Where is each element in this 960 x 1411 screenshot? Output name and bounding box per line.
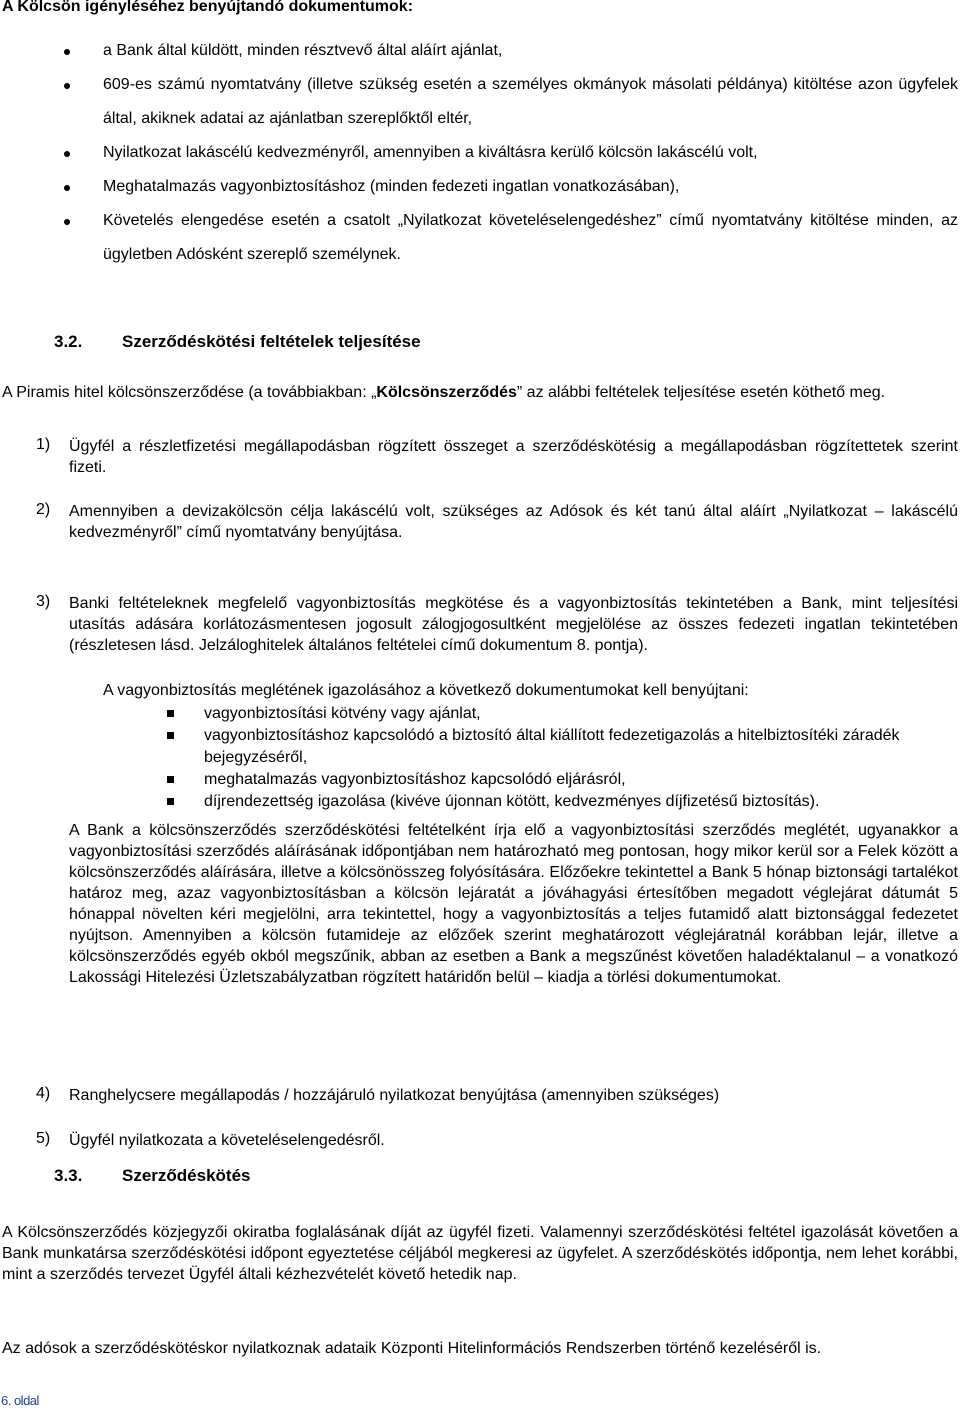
section-title: Szerződéskötési feltételek teljesítése bbox=[122, 332, 421, 351]
bullet-icon bbox=[64, 83, 70, 89]
list-item: Nyilatkozat lakáscélú kedvezményről, amennyiben a kiváltásra kerülő kölcsön lakáscélú volt, bbox=[64, 136, 958, 170]
required-documents-list bbox=[64, 34, 958, 272]
square-bullet-icon bbox=[167, 776, 174, 783]
section-number: 3.2. bbox=[54, 332, 83, 351]
contract-paragraph: A Kölcsönszerződés közjegyzői okiratba foglalásának díját az ügyfél fizeti. Valamennyi szerződéskötési feltétel igazolását követően a Bank munkatársa szerződéskötési időpont egyeztetése céljából megkeresi az ügyfelet. A szerződéskötés időpontja, nem lehet korábbi, mint a szerződés tervezet Ügyfél általi kézhezvételét követő hetedik nap. bbox=[2, 1224, 958, 1283]
insurance-docs-intro: A vagyonbiztosítás meglétének igazolásához a következő dokumentumokat kell benyújtani: bbox=[103, 682, 749, 699]
list-item: meghatalmazás vagyonbiztosításhoz kapcsolódó eljárásról, bbox=[167, 769, 960, 791]
bullet-icon bbox=[64, 49, 70, 55]
insurance-docs-list bbox=[167, 703, 960, 813]
list-item: 609-es számú nyomtatvány (illetve szükség esetén a személyes okmányok másolati példánya) kitöltése azon ügyfelek által, akiknek adatai az ajánlatban szereplőktől eltér, bbox=[64, 68, 958, 136]
bullet-icon bbox=[64, 219, 70, 225]
section-number: 3.3. bbox=[54, 1166, 83, 1185]
list-item: Követelés elengedése esetén a csatolt „Nyilatkozat követeléselengedéshez” című nyomtatvány kitöltése minden, az ügyletben Adósként szereplő személynek. bbox=[64, 204, 958, 272]
bullet-icon bbox=[64, 151, 70, 157]
page-number: 6. oldal bbox=[1, 1393, 39, 1408]
insurance-paragraph: A Bank a kölcsönszerződés szerződéskötési feltételként írja elő a vagyonbiztosítási szerződés meglétét, ugyanakkor a vagyonbiztosítási szerződés aláírásának időpontjában nem határozható meg pontosan, hogy mikor kerül sor a Felek között a kölcsönszerződés aláírására, illetve a kölcsönösszeg folyósítására. Előzőekre tekintettel a Bank 5 hónap biztonsági tartalékot határoz meg, azaz vagyonbiztosításban a kölcsön lejáratát a jóváhagyási értesítőben megadott véglejárat dátumát 5 hónappal növelten kéri megjelölni, arra tekintettel, hogy a vagyonbiztosítás a teljes futamidő alatt biztonsággal fedezetet nyújtson. Amennyiben a kölcsön futamideje az előzőek szerint meghatározott véglejáratnál korábban lejár, illetve a kölcsönszerződés egyéb okból megszűnik, abban az esetben a Bank a megszűnést követően haladéktalanul – a vonatkozó Lakossági Hitelezési Üzletszabályzatban rögzített határidőn belül – kiadja a törlési dokumentumokat. bbox=[69, 822, 958, 986]
credit-registry-paragraph: Az adósok a szerződéskötéskor nyilatkoznak adataik Központi Hitelinformációs Rendszerben történő kezeléséről is. bbox=[2, 1340, 822, 1357]
section-intro: A Piramis hitel kölcsönszerződése (a továbbiakban: „Kölcsönszerződés” az alábbi feltételek teljesítése esetén köthető meg. bbox=[2, 384, 886, 401]
document-page: A Kölcsön igényléséhez benyújtandó dokumentumok: a Bank által küldött, minden résztvevő által aláírt ajánlat, 609-es számú nyomtatvány (illetve szükség esetén a személyes okmányok másolati példánya) kitöltése azon ügyfelek által, akiknek adatai az ajánlatban szereplőktől eltér, Nyilatkozat lakáscélú kedvezményről, amennyiben a kiváltásra kerülő kölcsön lakáscélú volt, Meghatalmazás vagyonbiztosításhoz (minden fedezeti ingatlan vonatkozásában), Követelés elengedése esetén a csatolt „Nyilatkozat követeléselengedéshez” című nyomtatvány kitöltése minden, az ügyletben Adósként szereplő személynek. 3.2. Szerződéskötési feltételek teljesítése A Piramis hitel kölcsönszerződése (a továbbiakban: „Kölcsönszerződés” az alábbi feltételek teljesítése esetén köthető meg. 1) Ügyfél a részletfizetési megállapodásban rögzített összeget a szerződéskötésig a megállapodásban rögzítettetek szerint fizeti. 2) Amennyiben a devizakölcsön célja lakáscélú volt, szükséges az Adósok és két tanú által aláírt „Nyilatkozat – lakáscélú kedvezményről” című nyomtatvány benyújtása. 3) Banki feltételeknek megfelelő vagyonbiztosítás megkötése és a vagyonbiztosítás tekintetében a Bank, mint teljesítési utasítás adására korlátozásmentesen jogosult zálogjogosultként megjelölése az összes fedezeti ingatlan tekintetében (részletesen lásd. Jelzáloghitelek általános feltételei című dokumentum 8. pontja). A vagyonbiztosítás meglétének igazolásához a következő dokumentumokat kell benyújtani: vagyonbiztosítási kötvény vagy ajánlat, vagyonbiztosításhoz kapcsolódó a biztosító által kiállított fedezetigazolás a hitelbiztosítéki záradék bejegyzéséről, meghatalmazás vagyonbiztosításhoz kapcsolódó eljárásról, díjrendezettség igazolása (kivéve újonnan kötött, kedvezményes díjfizetésű biztosítás). A Bank a kölcsönszerződés szerződéskötési feltételként írja elő a vagyonbiztosítási szerződés meglétét, ugyanakkor a vagyonbiztosítási szerződés aláírásának időpontjában nem határozható meg pontosan, hogy mikor kerül sor a Felek között a kölcsönszerződés aláírására, illetve a kölcsönösszeg folyósítására. Előzőekre tekintettel a Bank 5 hónap biztonsági tartalékot határoz meg, azaz vagyonbiztosításban a kölcsön lejáratát a jóváhagyási értesítőben megadott véglejárat dátumát 5 hónappal növelten kéri megjelölni, arra tekintettel, hogy a vagyonbiztosítás a teljes futamidő alatt biztonsággal fedezetet nyújtson. Amennyiben a kölcsön futamideje az előzőek szerint meghatározott véglejáratnál korábban lejár, illetve a kölcsönszerződés egyéb okból megszűnik, abban az esetben a Bank a megszűnést követően haladéktalanul – a vonatkozó Lakossági Hitelezési Üzletszabályzatban rögzített határidőn belül – kiadja a törlési dokumentumokat. 4) Ranghelycsere megállapodás / hozzájáruló nyilatkozat benyújtása (amennyiben szükséges) 5) Ügyfél nyilatkozata a követeléselengedésről. 3.3. Szerződéskötés A Kölcsönszerződés közjegyzői okiratba foglalásának díját az ügyfél fizeti. Valamennyi szerződéskötési feltétel igazolását követően a Bank munkatársa szerződéskötési időpont egyeztetése céljából megkeresi az ügyfelet. A szerződéskötés időpontja, nem lehet korábbi, mint a szerződés tervezet Ügyfél általi kézhezvételét követő hetedik nap. Az adósok a szerződéskötéskor nyilatkoznak adataik Központi Hitelinformációs Rendszerben történő kezeléséről is. 6. oldal bbox=[1, 0, 958, 1408]
list-item: a Bank által küldött, minden résztvevő által aláírt ajánlat, bbox=[64, 34, 958, 68]
documents-heading: A Kölcsön igényléséhez benyújtandó dokumentumok: bbox=[2, 0, 414, 15]
list-item: vagyonbiztosításhoz kapcsolódó a biztosító által kiállított fedezetigazolás a hitelbiztosítéki záradék bejegyzéséről, bbox=[167, 725, 960, 769]
bullet-icon bbox=[64, 185, 70, 191]
section-title: Szerződéskötés bbox=[122, 1166, 251, 1185]
square-bullet-icon bbox=[167, 710, 174, 717]
square-bullet-icon bbox=[167, 798, 174, 805]
list-item: vagyonbiztosítási kötvény vagy ajánlat, bbox=[167, 703, 960, 725]
list-item: díjrendezettség igazolása (kivéve újonnan kötött, kedvezményes díjfizetésű biztosítás). bbox=[167, 791, 960, 813]
square-bullet-icon bbox=[167, 732, 174, 739]
list-item: Meghatalmazás vagyonbiztosításhoz (minden fedezeti ingatlan vonatkozásában), bbox=[64, 170, 958, 204]
